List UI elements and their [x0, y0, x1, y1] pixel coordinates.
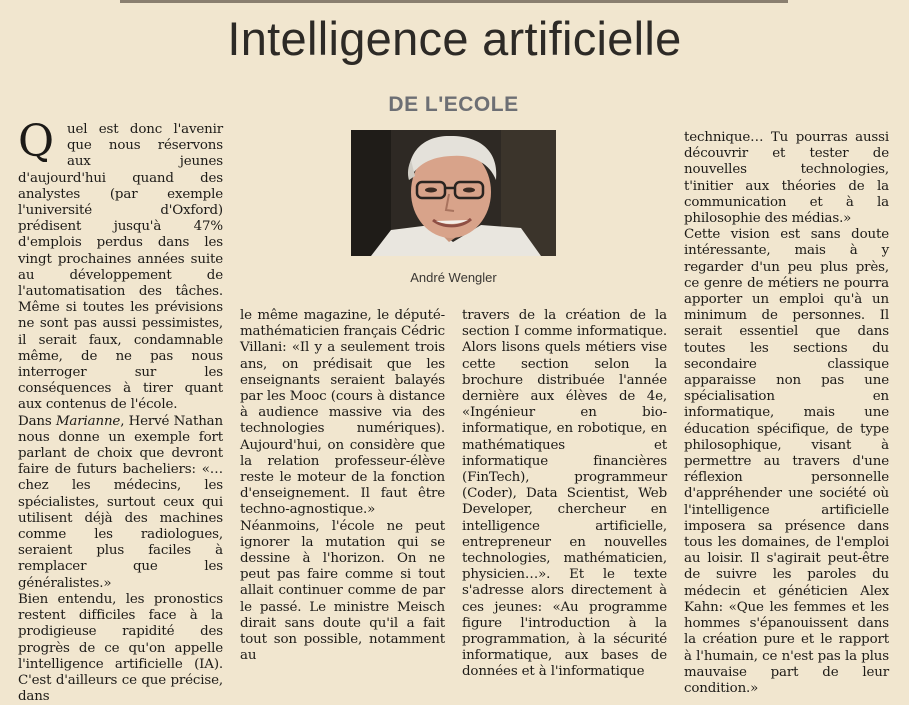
- photo-caption: André Wengler: [410, 270, 497, 285]
- magazine-name: Marianne: [55, 413, 121, 429]
- paragraph: uel est donc l'avenir que nous réservons aux jeunes d'aujourd'hui quand des analystes (par exemple l'université d'Oxford) prédisent jusqu'à 47% d'emplois perdus dans les vingt prochaines années suite au développement de l'automatisation des tâches. Même si toutes les prévisions ne sont pas aussi pessimistes, il serait faux, condamnable même, de ne pas nous interroger sur les conséquences à tirer quant aux contenus de l'école.: [18, 122, 223, 413]
- column-4: [684, 130, 889, 697]
- portrait-image: [351, 130, 556, 256]
- paragraph: Dans Marianne, Hervé Nathan nous donne un exemple fort parlant de choix que devront faire de futurs bacheliers: «… chez les médecins, les spécialistes, surtout ceux qui utilisent déjà des machines comme les radiologues, seraient plus faciles à remplacer que les généralistes.»: [18, 413, 223, 591]
- paragraph: Cette vision est sans doute intéressante, mais à y regarder d'un peu plus près, ce genre de métiers ne pourra apporter un emploi qu'à un minimum de personnes. Il serait essentiel que dans toutes les sections du secondaire classique apparaisse non pas une spécialisation en informatique, mais une éducation spécifique, de type philosophique, visant à permettre au travers d'une réflexion personnelle d'appréhender une société où l'intelligence artificielle imposera sa présence dans tous les domaines, de l'emploi au loisir. Il s'agirait peut-être de suivre les paroles du médecin et généticien Alex Kahn: «Que les femmes et les hommes s'épanouissent dans la création pure et le rapport à l'humain, ce n'est pas la plus mauvaise part de leur condition.»: [684, 227, 889, 696]
- paragraph: Néanmoins, l'école ne peut ignorer la mutation qui se dessine à l'horizon. On ne peut pas faire comme si tout allait continuer comme de par le passé. Le ministre Meisch dirait sans doute qu'il a fait tout son possible, notamment au: [240, 518, 445, 664]
- author-photo: [351, 130, 556, 256]
- article-title: Intelligence artificielle: [227, 12, 682, 65]
- paragraph: travers de la création de la section I comme informatique. Alors lisons quels métiers vise cette section selon la brochure distribuée l'année dernière aux élèves de 4e, «Ingénieur en bio-informatique, en robotique, en mathématiques et informatique financières (FinTech), programmeur (Coder), Data Scientist, Web Developer, chercheur en intelligence artificielle, entrepreneur en nouvelles technologies, mathématicien, physicien…». Et le texte s'adresse alors directement à ces jeunes: «Au programme figure l'introduction à la programmation, à la sécurité informatique, aux bases de données et à l'informatique: [462, 308, 667, 680]
- column-1: [18, 122, 223, 705]
- paragraph: Bien entendu, les pronostics restent difficiles face à la prodigieuse rapidité des progrès de ce qu'on appelle l'intelligence artificielle (IA). C'est d'ailleurs ce que précise, dans: [18, 591, 223, 705]
- drop-cap-letter: Q: [18, 122, 54, 162]
- section-label: DE L'ECOLE: [388, 93, 519, 116]
- column-2: [240, 308, 445, 664]
- paragraph: technique… Tu pourras aussi découvrir et tester de nouvelles technologies, t'initier aux théories de la communication et à la philosophie des médias.»: [684, 130, 889, 227]
- top-rule: [120, 0, 788, 3]
- column-3: [462, 308, 667, 681]
- drop-cap: [18, 122, 64, 162]
- paragraph: le même magazine, le député-mathématicien français Cédric Villani: «Il y a seulement trois ans, on prédisait que les enseignants seraient balayés par les Mooc (cours à distance à audience massive via des technologies numériques). Aujourd'hui, on considère que la relation professeur-élève reste le moteur de la fonction d'enseignement. Il faut être techno-agnostique.»: [240, 308, 445, 518]
